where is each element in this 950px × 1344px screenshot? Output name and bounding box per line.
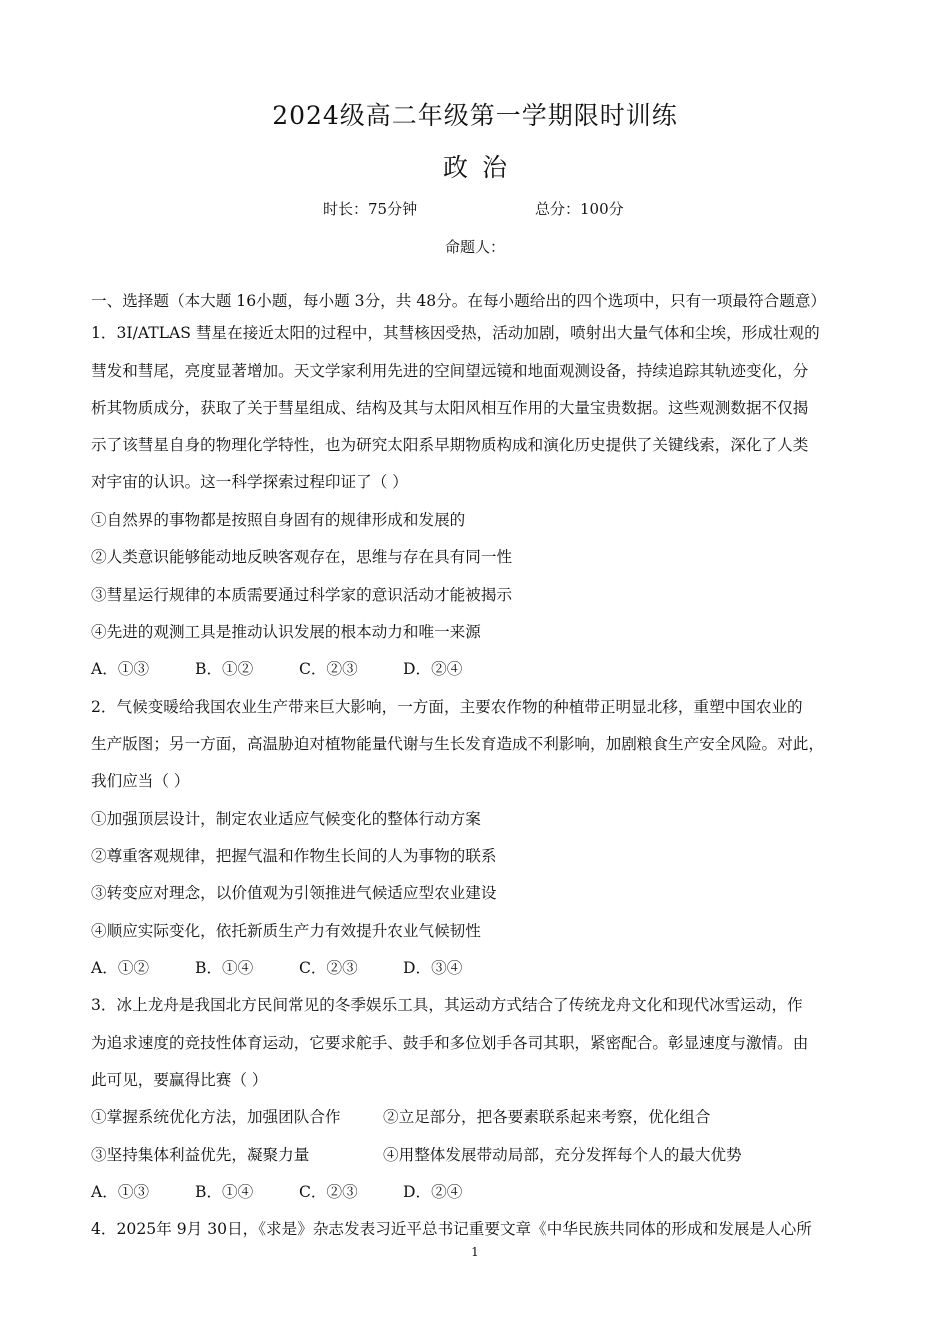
q2-stem-line-3: 我们应当（ ） <box>91 772 190 790</box>
q3-statement-3: ③坚持集体利益优先，凝聚力量 <box>91 1146 310 1164</box>
q2-options <box>91 958 462 978</box>
q1-option-c: C．②③ <box>299 660 358 678</box>
q3-statements-row-1 <box>91 1107 710 1127</box>
q1-option-d: D．②④ <box>403 660 463 678</box>
q1-statement-3: ③彗星运行规律的本质需要通过科学家的意识活动才能被揭示 <box>91 586 513 604</box>
q2-statement-1: ①加强顶层设计，制定农业适应气候变化的整体行动方案 <box>91 810 481 828</box>
q2-option-a: A．①② <box>91 959 150 977</box>
q1-stem-line-1: 1．3I/ATLAS 彗星在接近太阳的过程中，其彗核因受热，活动加剧，喷射出大量气体和尘埃，形成壮观的 <box>91 324 820 342</box>
q1-stem-line-4: 示了该彗星自身的物理化学特性，也为研究太阳系早期物质构成和演化历史提供了关键线索，深化了人类 <box>91 436 809 454</box>
q3-stem-line-3: 此可见，要赢得比赛（ ） <box>91 1071 268 1089</box>
q1-stem-line-3: 析其物质成分，获取了关于彗星组成、结构及其与太阳风相互作用的大量宝贵数据。这些观测数据不仅揭 <box>91 399 809 417</box>
q3-options <box>91 1182 462 1202</box>
q3-option-a: A．①③ <box>91 1183 150 1201</box>
q1-option-b: B．①② <box>195 660 254 678</box>
q1-statement-4: ④先进的观测工具是推动认识发展的根本动力和唯一来源 <box>91 623 481 641</box>
q1-options <box>91 659 462 679</box>
q2-stem-line-1: 2．气候变暖给我国农业生产带来巨大影响，一方面，主要农作物的种植带正明显北移，重塑中国农业的 <box>91 698 803 716</box>
q3-option-c: C．②③ <box>299 1183 358 1201</box>
q1-stem-line-5: 对宇宙的认识。这一科学探索过程印证了（ ） <box>91 473 408 491</box>
q3-statement-1: ①掌握系统优化方法，加强团队合作 <box>91 1108 341 1126</box>
q3-statement-4: ④用整体发展带动局部，充分发挥每个人的最大优势 <box>383 1146 742 1164</box>
q2-statement-3: ③转变应对理念，以价值观为引领推进气候适应型农业建设 <box>91 884 497 902</box>
q3-statements-row-2 <box>91 1145 742 1165</box>
q3-stem-line-2: 为追求速度的竞技性体育运动，它要求舵手、鼓手和多位划手各司其职，紧密配合。彰显速度与激情。由 <box>91 1034 809 1052</box>
page-number: 1 <box>471 1245 479 1259</box>
q1-statement-2: ②人类意识能够能动地反映客观存在，思维与存在具有同一性 <box>91 548 513 566</box>
q2-statement-2: ②尊重客观规律，把握气温和作物生长间的人为事物的联系 <box>91 847 497 865</box>
q2-stem-line-2: 生产版图；另一方面，高温胁迫对植物能量代谢与生长发育造成不利影响，加剧粮食生产安全风险。对此， <box>91 735 824 753</box>
q2-option-c: C．②③ <box>299 959 358 977</box>
exam-total-score: 总分：100分 <box>535 200 624 218</box>
q2-option-b: B．①④ <box>195 959 254 977</box>
q1-statement-1: ①自然界的事物都是按照自身固有的规律形成和发展的 <box>91 511 466 529</box>
q3-option-d: D．②④ <box>403 1183 463 1201</box>
exam-title: 2024级高二年级第一学期限时训练 <box>272 101 678 130</box>
q3-statement-2: ②立足部分，把各要素联系起来考察，优化组合 <box>383 1108 711 1126</box>
q2-option-d: D．③④ <box>403 959 463 977</box>
q1-stem-line-2: 彗发和彗尾，亮度显著增加。天文学家利用先进的空间望远镜和地面观测设备，持续追踪其轨迹变化，分 <box>91 362 809 380</box>
section-heading: 一、选择题（本大题 16小题，每小题 3分，共 48分。在每小题给出的四个选项中，只有一项最符合题意） <box>91 292 827 310</box>
q2-statement-4: ④顺应实际变化，依托新质生产力有效提升农业气候韧性 <box>91 922 481 940</box>
q3-stem-line-1: 3．冰上龙舟是我国北方民间常见的冬季娱乐工具，其运动方式结合了传统龙舟文化和现代冰雪运动，作 <box>91 996 803 1014</box>
exam-author: 命题人： <box>444 238 505 256</box>
q4-stem-line-1: 4．2025年 9月 30日，《求是》杂志发表习近平总书记重要文章《中华民族共同体的形成和发展是人心所 <box>91 1220 812 1238</box>
q3-option-b: B．①④ <box>195 1183 254 1201</box>
q1-option-a: A．①③ <box>91 660 150 678</box>
exam-subject: 政治 <box>442 153 521 182</box>
exam-duration: 时长：75分钟 <box>323 200 418 218</box>
